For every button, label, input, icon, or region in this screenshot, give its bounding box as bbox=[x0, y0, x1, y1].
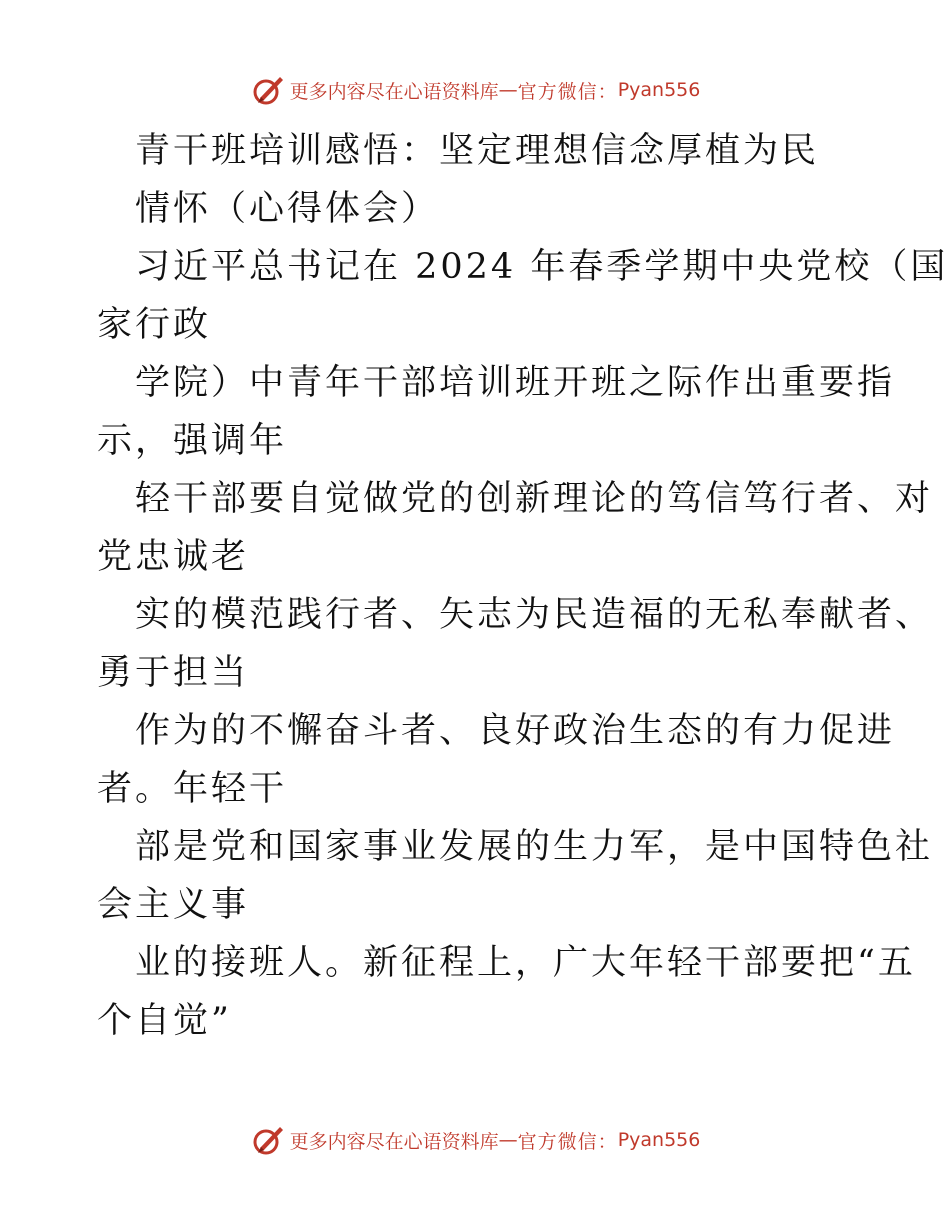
watermark-site-text: 更多内容尽在心语资料库 bbox=[289, 1130, 499, 1153]
quill-pen-icon bbox=[250, 72, 286, 108]
footer-watermark bbox=[0, 1120, 950, 1160]
paragraph-line: 作为的不懈奋斗者、良好政治生态的有力促进 bbox=[135, 711, 896, 751]
paragraph-line: 示，强调年 bbox=[97, 421, 288, 461]
paragraph-line: 业的接班人。新征程上，广大年轻干部要把“五 bbox=[135, 943, 916, 983]
paragraph-line: 部是党和国家事业发展的生力军，是中国特色社 bbox=[135, 827, 934, 867]
watermark-wechat-id: Pyan556 bbox=[617, 1129, 701, 1151]
document-body bbox=[97, 122, 949, 1050]
paragraph-line: 习近平总书记在 2024 年春季学期中央党校（国 bbox=[135, 247, 949, 287]
header-watermark bbox=[0, 70, 950, 110]
watermark-separator: — bbox=[498, 1129, 518, 1151]
watermark-site-text: 更多内容尽在心语资料库 bbox=[289, 80, 499, 103]
watermark-wechat-label: 官方微信： bbox=[517, 1130, 618, 1153]
paragraph-line: 轻干部要自觉做党的创新理论的笃信笃行者、对 bbox=[135, 479, 934, 519]
watermark-wechat-id: Pyan556 bbox=[617, 79, 701, 101]
paragraph-line: 勇于担当 bbox=[97, 653, 250, 693]
document-title-line-1: 青干班培训感悟：坚定理想信念厚植为民 bbox=[135, 131, 820, 171]
watermark-separator: — bbox=[498, 79, 518, 101]
paragraph-line: 会主义事 bbox=[97, 885, 250, 925]
paragraph-line: 实的模范践行者、矢志为民造福的无私奉献者、 bbox=[135, 595, 934, 635]
watermark-wechat-label: 官方微信： bbox=[517, 80, 618, 103]
paragraph-line: 者。年轻干 bbox=[97, 769, 288, 809]
paragraph-line: 家行政 bbox=[97, 305, 212, 345]
paragraph-line: 个自觉” bbox=[97, 1001, 232, 1041]
paragraph-line: 党忠诚老 bbox=[97, 537, 250, 577]
paragraph-line: 学院）中青年干部培训班开班之际作出重要指 bbox=[135, 363, 896, 403]
quill-pen-icon bbox=[250, 1122, 286, 1158]
document-title-line-2: 情怀（心得体会） bbox=[135, 189, 440, 229]
